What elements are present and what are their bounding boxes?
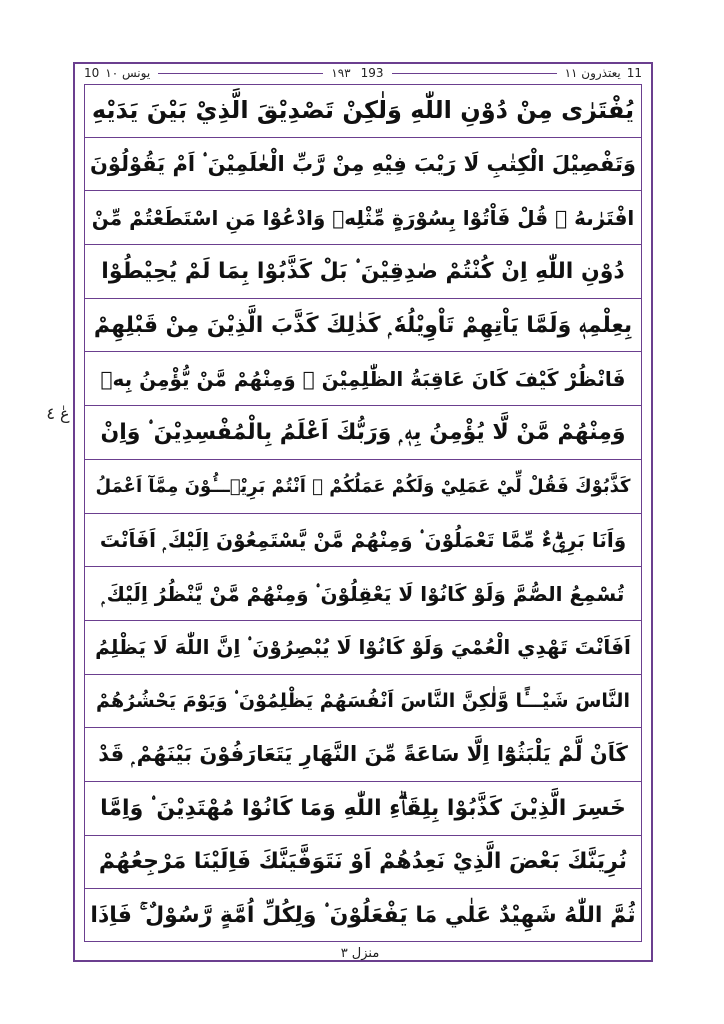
ruku-margin-mark: عٰ ٤ bbox=[46, 404, 70, 423]
text-line: افْتَرٰىهُ ۭ قُلْ فَاْتُوْا بِسُوْرَةٍ مِّثْلِهٖ وَادْعُوْا مَنِ اسْتَطَعْتُمْ مِّنْ bbox=[84, 191, 642, 245]
text-line: تُسْمِعُ الصُّمَّ وَلَوْ كَانُوْا لَا يَعْقِلُوْنَ ۟ وَمِنْهُمْ مَّنْ يَّنْظُرُ اِلَيْكَ ۭ bbox=[84, 567, 642, 621]
header-right bbox=[565, 66, 642, 80]
text-line: يُفْتَرٰى مِنْ دُوْنِ اللّٰهِ وَلٰكِنْ تَصْدِيْقَ الَّذِيْ بَيْنَ يَدَيْهِ bbox=[84, 84, 642, 138]
text-line: دُوْنِ اللّٰهِ اِنْ كُنْتُمْ صٰدِقِيْنَ ۟ بَلْ كَذَّبُوْا بِمَا لَمْ يُحِيْطُوْا bbox=[84, 245, 642, 299]
header-right-para: يعتذرون ١١ bbox=[564, 66, 621, 80]
text-line: وَتَفْصِيْلَ الْكِتٰبِ لَا رَيْبَ فِيْهِ مِنْ رَّبِّ الْعٰلَمِيْنَ ۟ اَمْ يَقُوْلُوْنَ bbox=[84, 138, 642, 192]
header-divider-left bbox=[158, 73, 323, 74]
text-line: وَاَنَا بَرِيْۗءٌ مِّمَّا تَعْمَلُوْنَ ۟ وَمِنْهُمْ مَّنْ يَّسْتَمِعُوْنَ اِلَيْكَ ۭ اَفَاَنْتَ bbox=[84, 514, 642, 568]
page-number: 193 bbox=[360, 66, 384, 80]
text-line: خَسِرَ الَّذِيْنَ كَذَّبُوْا بِلِقَاۗءِ اللّٰهِ وَمَا كَانُوْا مُهْتَدِيْنَ ۟ وَاِمَّا bbox=[84, 782, 642, 836]
text-line: اَفَاَنْتَ تَهْدِي الْعُمْيَ وَلَوْ كَانُوْا لَا يُبْصِرُوْنَ ۟ اِنَّ اللّٰهَ لَا يَظْلِمُ bbox=[84, 621, 642, 675]
text-line: وَمِنْهُمْ مَّنْ لَّا يُؤْمِنُ بِهٖ ۭ وَرَبُّكَ اَعْلَمُ بِالْمُفْسِدِيْنَ ۟ وَاِنْ bbox=[84, 406, 642, 460]
text-line: بِعِلْمِهٖ وَلَمَّا يَاْتِهِمْ تَاْوِيْلُهٗ ۭ كَذٰلِكَ كَذَّبَ الَّذِيْنَ مِنْ قَبْلِهِمْ bbox=[84, 299, 642, 353]
header-left-surah: يونس ١٠ bbox=[105, 66, 151, 80]
text-lines bbox=[84, 84, 642, 942]
text-line: كَذَّبُوْكَ فَقُلْ لِّيْ عَمَلِيْ وَلَكُمْ عَمَلُكُمْ ۚ اَنْتُمْ بَرِيْۗـــُٔوْنَ مِمَّآ اَعْمَلُ bbox=[84, 460, 642, 514]
header-page-numbers bbox=[331, 66, 383, 80]
header-divider-right bbox=[392, 73, 557, 74]
page-number-arabic: ١٩٣ bbox=[331, 66, 351, 80]
page-footer-manzil: منزل ٣ bbox=[340, 946, 380, 961]
text-line: فَانْظُرْ كَيْفَ كَانَ عَاقِبَةُ الظّٰلِمِيْنَ ۟ وَمِنْهُمْ مَّنْ يُّؤْمِنُ بِهٖ bbox=[84, 352, 642, 406]
text-line: كَاَنْ لَّمْ يَلْبَثُوْٓا اِلَّا سَاعَةً مِّنَ النَّهَارِ يَتَعَارَفُوْنَ بَيْنَهُمْ ۭ قَدْ bbox=[84, 728, 642, 782]
text-line: نُرِيَنَّكَ بَعْضَ الَّذِيْ نَعِدُھُمْ اَوْ نَتَوَفَّيَنَّكَ فَاِلَيْنَا مَرْجِعُھُمْ bbox=[84, 836, 642, 890]
header-left bbox=[84, 66, 150, 80]
header-right-num: 11 bbox=[626, 66, 643, 80]
page-header bbox=[84, 64, 642, 82]
text-line: ثُمَّ اللّٰهُ شَهِيْدٌ عَلٰي مَا يَفْعَلُوْنَ ۟ وَلِكُلِّ اُمَّةٍ رَّسُوْلٌ ۚ فَاِذَا bbox=[90, 903, 636, 929]
text-line: النَّاسَ شَيْـــًٔا وَّلٰكِنَّ النَّاسَ اَنْفُسَھُمْ يَظْلِمُوْنَ ۟ وَيَوْمَ يَحْشُرُھُمْ bbox=[84, 675, 642, 729]
header-left-num: 10 bbox=[84, 66, 100, 80]
